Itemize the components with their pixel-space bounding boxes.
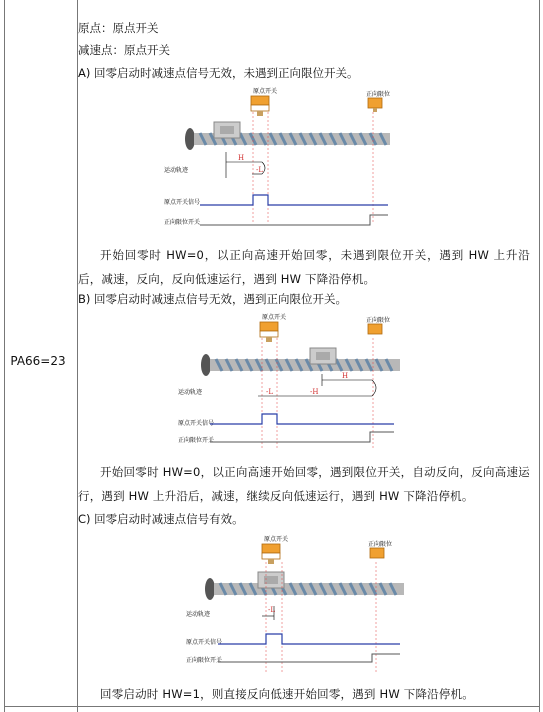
row-divider [5, 706, 539, 707]
motion-track-label: 运动轨迹 [164, 167, 189, 174]
origin-signal-trace [200, 195, 388, 205]
svg-text:原点开关信号: 原点开关信号 [186, 639, 223, 646]
svg-text:正向限位开关: 正向限位开关 [178, 437, 215, 444]
origin-switch-icon [262, 544, 280, 553]
svg-text:-L: -L [256, 166, 264, 174]
svg-text:运动轨迹: 运动轨迹 [178, 389, 203, 396]
limit-switch-icon [368, 98, 382, 108]
svg-text:-H: -H [310, 388, 319, 396]
section-c-heading: C) 回零启动时减速点信号有效。 [78, 512, 244, 526]
section-a-heading: A) 回零启动时减速点信号无效，未遇到正向限位开关。 [78, 66, 359, 80]
origin-signal-label: 原点开关信号 [164, 199, 201, 206]
diagram-c [178, 532, 410, 682]
column-divider [77, 0, 78, 712]
svg-text:-L: -L [268, 606, 276, 614]
diagram-a [160, 84, 392, 234]
svg-text:运动轨迹: 运动轨迹 [186, 611, 211, 618]
origin-switch-icon [251, 96, 269, 105]
svg-text:正向限位: 正向限位 [366, 317, 391, 324]
limit-switch-icon [368, 324, 382, 334]
diagram-b [170, 310, 402, 460]
section-b-paragraph: 开始回零时 HW=0，以正向高速开始回零，遇到限位开关，自动反向，反向高速运行，遇到 HW 上升沿后，减速，继续反向低速运行，遇到 HW 下降沿停机。 [78, 465, 530, 503]
parameter-value: PA66=23 [10, 354, 66, 368]
section-c-paragraph: 回零启动时 HW=1，则直接反向低速开始回零，遇到 HW 下降沿停机。 [100, 687, 474, 701]
decel-definition: 减速点：原点开关 [78, 43, 170, 57]
origin-switch-icon [260, 322, 278, 331]
limit-signal-trace [200, 215, 388, 225]
origin-definition: 原点：原点开关 [78, 21, 159, 35]
svg-text:原点开关: 原点开关 [262, 314, 287, 321]
section-b-heading: B) 回零启动时减速点信号无效，遇到正向限位开关。 [78, 292, 348, 306]
svg-text:H: H [342, 372, 349, 380]
svg-text:H: H [238, 154, 245, 162]
svg-text:正向限位开关: 正向限位开关 [186, 657, 223, 664]
section-a-paragraph: 开始回零时 HW=0，以正向高速开始回零，未遇到限位开关，遇到 HW 上升沿后，减速，反向，反向低速运行，遇到 HW 下降沿停机。 [78, 248, 530, 286]
svg-text:原点开关: 原点开关 [264, 536, 289, 543]
svg-text:-L: -L [266, 388, 274, 396]
forward-limit-label: 正向限位 [366, 91, 391, 98]
limit-signal-label: 正向限位开关 [164, 219, 201, 226]
origin-switch-label: 原点开关 [253, 88, 278, 95]
limit-switch-icon [370, 548, 384, 558]
svg-text:正向限位: 正向限位 [368, 541, 393, 548]
svg-text:原点开关信号: 原点开关信号 [178, 420, 215, 427]
